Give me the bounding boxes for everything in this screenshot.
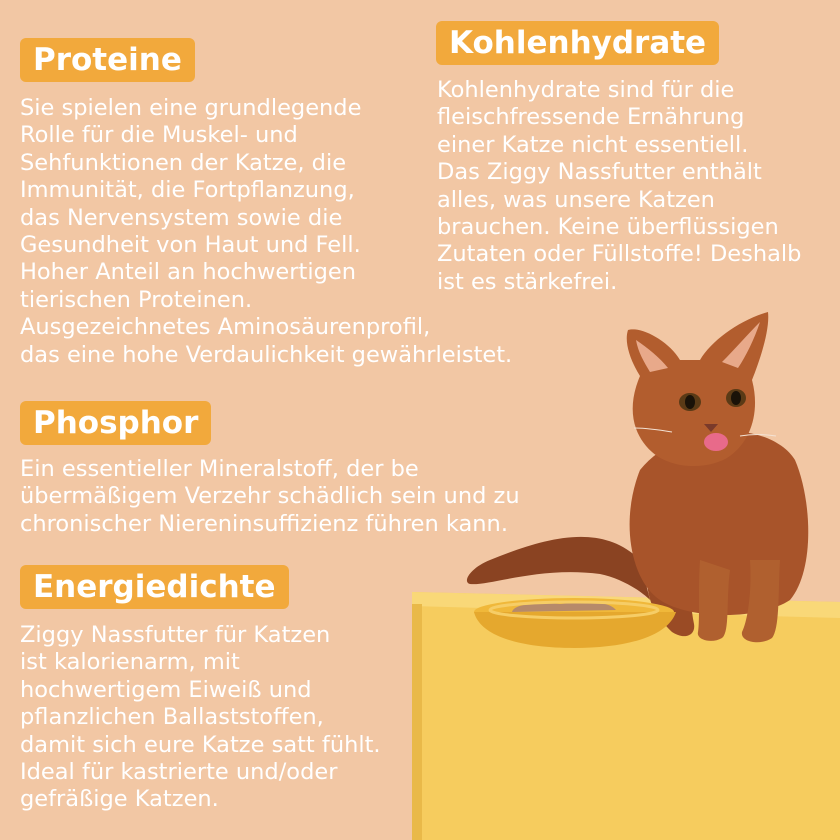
text-kohlenhydrate: Kohlenhydrate sind für die fleischfressende Ernährung einer Katze nicht essentiell. Das Ziggy Nassfutter enthält alles, was unsere Katzen brauchen. Keine überflüssigen Zutaten oder Füllstoffe! Deshalb ist es stärkefrei. [437,77,802,295]
label-kohlenhydrate: Kohlenhydrate [436,21,719,65]
label-proteine: Proteine [20,38,195,82]
label-phosphor: Phosphor [20,401,211,445]
text-phosphor: Ein essentieller Mineralstoff, der be übermäßigem Verzehr schädlich sein und zu chronischer Niereninsuffizienz führen kann. [20,456,520,537]
cat-front-leg-left [698,560,730,641]
cat-tail [467,537,650,600]
text-energiedichte: Ziggy Nassfutter für Katzen ist kalorienarm, mit hochwertigem Eiweiß und pflanzlichen Ballaststoffen, damit sich eure Katze satt fühlt. Ideal für kastrierte und/oder gefräßige Katzen. [20,622,381,813]
label-energiedichte: Energiedichte [20,565,289,609]
text-proteine: Sie spielen eine grundlegende Rolle für die Muskel- und Sehfunktionen der Katze, die Immunität, die Fortpflanzung, das Nervensystem sowie die Gesundheit von Haut und Fell. Hoher Anteil an hochwertigen tierischen Proteinen. Ausgezeichnetes Aminosäurenprofil, das eine hohe Verdaulichkeit gewährleistet. [20,95,513,368]
